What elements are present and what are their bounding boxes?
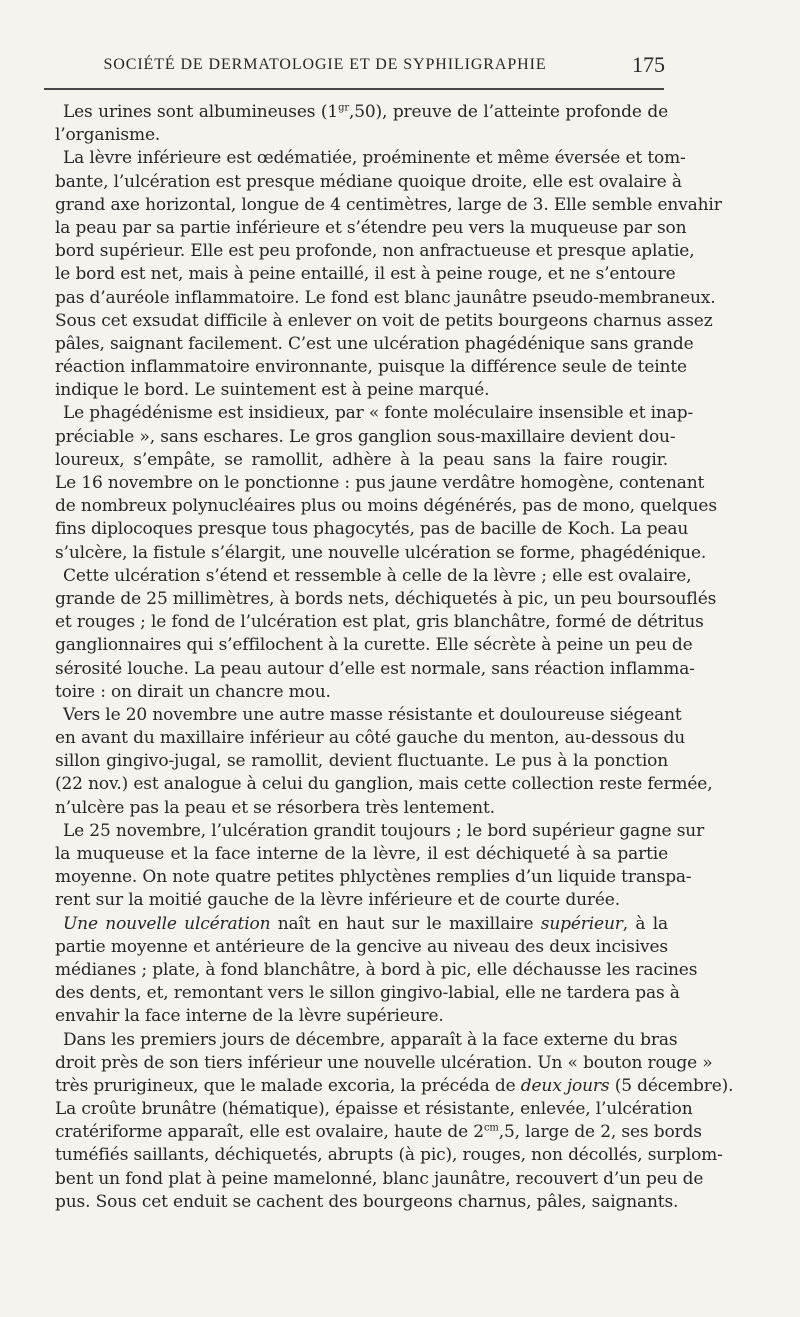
text-line: sillon gingivo-jugal, se ramollit, devient fluctuante. Le pus à la ponction [55,751,668,772]
text-line: Vers le 20 novembre une autre masse résistante et douloureuse siégeant [63,704,682,725]
text-line: loureux, s’empâte, se ramollit, adhère à la peau sans la faire rougir. [55,449,668,470]
text-line: la peau par sa partie inférieure et s’étendre peu vers la muqueuse par son [55,217,687,238]
text-line: tuméfiés saillants, déchiquetés, abrupts (à pic), rouges, non décollés, surplom- [55,1145,723,1166]
text-line: n’ulcère pas la peau et se résorbera très lentement. [55,797,495,818]
text-line: pâles, saignant facilement. C’est une ulcération phagédénique sans grande [55,333,694,354]
text-line: envahir la face interne de la lèvre supérieure. [55,1006,444,1027]
text-line: grande de 25 millimètres, à bords nets, déchiquetés à pic, un peu boursouflés [55,588,717,609]
text-line: toire : on dirait un chancre mou. [55,681,331,702]
text-line: Le phagédénisme est insidieux, par « fonte moléculaire insensible et inap- [63,403,694,424]
header-rule [44,88,664,90]
text-line: La lèvre inférieure est œdématiée, proéminente et même éversée et tom- [63,148,686,169]
text-line: bante, l’ulcération est presque médiane quoique droite, elle est ovalaire à [55,171,682,192]
running-header [55,52,665,80]
text-line: préciable », sans eschares. Le gros ganglion sous-maxillaire devient dou- [55,426,676,447]
page-number: 175 [632,52,665,77]
body-text [55,101,734,1214]
text-line: de nombreux polynucléaires plus ou moins dégénérés, pas de mono, quelques [55,496,717,517]
text-line: Le 16 novembre on le ponctionne : pus jaune verdâtre homogène, contenant [55,473,705,493]
text-line: en avant du maxillaire inférieur au côté gauche du menton, au-dessous du [55,728,686,749]
running-title: SOCIÉTÉ DE DERMATOLOGIE ET DE SYPHILIGRAPHIE [103,56,547,73]
text-line: cratériforme apparaît, elle est ovalaire, haute de $2^{cm},5$, large de 2, ses bords [55,1122,702,1143]
text-line: bord supérieur. Elle est peu profonde, non anfractueuse et presque aplatie, [55,241,695,262]
text-line: indique le bord. Le suintement est à peine marqué. [55,380,490,401]
text-line: l’organisme. [55,125,161,146]
text-line: moyenne. On note quatre petites phlyctènes remplies d’un liquide transpa- [55,867,692,888]
text-line: le bord est net, mais à peine entaillé, il est à peine rouge, et ne s’entoure [55,264,676,285]
text-line: très prurigineux, que le malade excoria, la précéda de deux jours (5 décembre). [55,1075,734,1096]
text-line: des dents, et, remontant vers le sillon gingivo-labial, elle ne tardera pas à [55,983,680,1004]
text-line: Le 25 novembre, l’ulcération grandit toujours ; le bord supérieur gagne sur [63,820,705,841]
text-line: droit près de son tiers inférieur une nouvelle ulcération. Un « bouton rouge » [55,1052,713,1073]
text-line: ganglionnaires qui s’effilochent à la curette. Elle sécrète à peine un peu de [55,635,693,656]
text-line: Cette ulcération s’étend et ressemble à celle de la lèvre ; elle est ovalaire, [63,565,692,586]
text-line: et rouges ; le fond de l’ulcération est plat, gris blanchâtre, formé de détritus [55,612,704,633]
text-line: (22 nov.) est analogue à celui du ganglion, mais cette collection reste fermée, [55,774,713,795]
text-line: Sous cet exsudat difficile à enlever on voit de petits bourgeons charnus assez [55,310,713,331]
text-line: Dans les premiers jours de décembre, apparaît à la face externe du bras [63,1029,678,1050]
text-line: fins diplocoques presque tous phagocytés, pas de bacille de Koch. La peau [55,519,689,540]
text-line: médianes ; plate, à fond blanchâtre, à bord à pic, elle déchausse les racines [55,959,698,980]
text-line: rent sur la moitié gauche de la lèvre inférieure et de courte durée. [55,890,620,911]
text-line: partie moyenne et antérieure de la gencive au niveau des deux incisives [55,936,668,957]
text-line: sérosité louche. La peau autour d’elle est normale, sans réaction inflamma- [55,658,695,679]
text-line: réaction inflammatoire environnante, puisque la différence seule de teinte [55,357,687,378]
text-line: Les urines sont albumineuses $(1^{gr},50)$, preuve de l’atteinte profonde de [63,102,668,122]
text-line: grand axe horizontal, longue de 4 centimètres, large de 3. Elle semble envahir [55,194,722,215]
text-line: Une nouvelle ulcération naît en haut sur le maxillaire supérieur, à la [63,913,668,934]
text-line: pas d’auréole inflammatoire. Le fond est blanc jaunâtre pseudo-membraneux. [55,287,716,308]
text-line: pus. Sous cet enduit se cachent des bourgeons charnus, pâles, saignants. [55,1191,679,1212]
text-line: s’ulcère, la fistule s’élargit, une nouvelle ulcération se forme, phagédénique. [55,542,707,563]
text-line: bent un fond plat à peine mamelonné, blanc jaunâtre, recouvert d’un peu de [55,1168,704,1189]
text-line: la muqueuse et la face interne de la lèvre, il est déchiqueté à sa partie [55,844,668,864]
text-line: La croûte brunâtre (hématique), épaisse et résistante, enlevée, l’ulcération [55,1099,693,1120]
